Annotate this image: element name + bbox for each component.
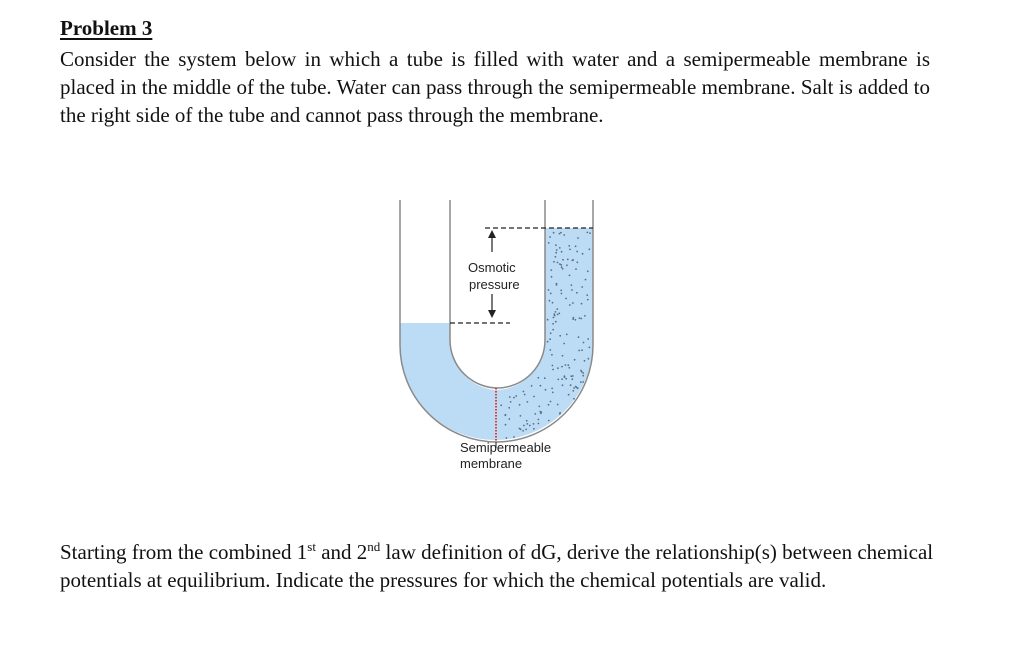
salt-dot	[523, 391, 525, 393]
salt-dot	[566, 334, 568, 336]
salt-dot	[589, 232, 591, 234]
salt-dot	[573, 387, 575, 389]
salt-dot	[529, 425, 531, 427]
osmotic-label-line2: pressure	[469, 277, 520, 292]
salt-dot	[565, 378, 567, 380]
salt-dot	[576, 251, 578, 253]
osmotic-label-line1: Osmotic	[468, 260, 516, 275]
salt-dot	[559, 335, 561, 337]
salt-dot	[563, 234, 565, 236]
salt-dot	[564, 375, 566, 377]
salt-dot	[569, 275, 571, 277]
salt-dot	[586, 232, 588, 234]
salt-dot	[550, 293, 552, 295]
salt-dot	[565, 298, 567, 300]
salt-dot	[557, 314, 559, 316]
salt-dot	[587, 270, 589, 272]
salt-dot	[572, 302, 574, 304]
salt-dot	[552, 302, 554, 304]
question-part2: and 2	[315, 540, 368, 564]
salt-dot	[500, 404, 502, 406]
salt-dot	[572, 375, 574, 377]
salt-dot	[553, 317, 555, 319]
salt-dot	[575, 319, 577, 321]
salt-dot	[549, 300, 551, 302]
u-tube-diagram	[380, 190, 620, 490]
salt-dot	[587, 299, 589, 301]
salt-dot	[547, 319, 549, 321]
salt-dot	[519, 428, 521, 430]
salt-dot	[508, 407, 510, 409]
salt-dot	[551, 388, 553, 390]
salt-dot	[567, 259, 569, 261]
salt-dot	[581, 349, 583, 351]
salt-dot	[548, 242, 550, 244]
salt-dot	[588, 358, 590, 360]
salt-dot	[572, 318, 574, 320]
salt-dot	[580, 381, 582, 383]
salt-dot	[534, 413, 536, 415]
salt-dot	[526, 423, 528, 425]
salt-dot	[508, 418, 510, 420]
salt-dot	[557, 367, 559, 369]
salt-dot	[561, 251, 563, 253]
salt-dot	[537, 377, 539, 379]
salt-dot	[504, 414, 506, 416]
salt-dot	[562, 259, 564, 261]
salt-dot	[548, 420, 550, 422]
salt-dot	[561, 293, 563, 295]
salt-dot	[538, 423, 540, 425]
salt-dot	[510, 401, 512, 403]
salt-dot	[560, 232, 562, 234]
salt-dot	[562, 384, 564, 386]
salt-dot	[569, 249, 571, 251]
salt-dot	[582, 253, 584, 255]
salt-dot	[552, 329, 554, 331]
salt-dot	[557, 262, 559, 264]
question-text	[60, 538, 940, 594]
salt-dot	[584, 315, 586, 317]
salt-dot	[548, 404, 550, 406]
salt-dot	[525, 429, 527, 431]
salt-dot	[552, 323, 554, 325]
question-part3: law definition of dG, derive the relationship(s) between chemical potentials at equilibrium. Indicate the pressures for which the chemical potentials are valid.	[60, 540, 934, 592]
salt-dot	[533, 428, 535, 430]
salt-dot	[571, 378, 573, 380]
salt-dot	[585, 279, 587, 281]
salt-dot	[559, 247, 561, 249]
salt-dot	[574, 359, 576, 361]
salt-dot	[547, 341, 549, 343]
left-water	[400, 323, 495, 440]
salt-dot	[562, 355, 564, 357]
salt-dot	[538, 406, 540, 408]
salt-dot	[571, 289, 573, 291]
salt-dot	[581, 286, 583, 288]
salt-dot	[571, 284, 573, 286]
salt-dot	[575, 245, 577, 247]
salt-dot	[561, 366, 563, 368]
salt-dot	[527, 401, 529, 403]
salt-dot	[550, 401, 552, 403]
salt-dot	[545, 389, 547, 391]
salt-dot	[553, 232, 555, 234]
salt-dot	[553, 261, 555, 263]
salt-dot	[540, 411, 542, 413]
salt-dot	[589, 347, 591, 349]
salt-dot	[538, 419, 540, 421]
salt-dot	[557, 404, 559, 406]
salt-dot	[558, 313, 560, 315]
salt-dot	[555, 252, 557, 254]
question-part1: Starting from the combined 1	[60, 540, 308, 564]
salt-dot	[561, 378, 563, 380]
problem-statement: Consider the system below in which a tube is filled with water and a semipermeable membrane is placed in the middle of the tube. Water can pass through the semipermeable membrane. Salt is added to the right side of the tube and cannot pass through the membrane.	[60, 47, 930, 127]
salt-dot	[523, 425, 525, 427]
salt-dot	[581, 303, 583, 305]
membrane-label-line2: membrane	[460, 456, 523, 471]
salt-dot	[555, 244, 557, 246]
salt-dot	[561, 266, 563, 268]
salt-dot	[566, 264, 568, 266]
salt-dot	[580, 370, 582, 372]
salt-dot	[549, 349, 551, 351]
salt-dot	[551, 276, 553, 278]
salt-dot	[580, 318, 582, 320]
salt-dot	[513, 436, 515, 438]
salt-dot	[506, 437, 508, 439]
salt-dot	[549, 338, 551, 340]
salt-dot	[553, 313, 555, 315]
salt-dot	[582, 381, 584, 383]
osmotic-arrowhead-up	[488, 230, 496, 238]
salt-dot	[584, 360, 586, 362]
salt-dot	[509, 396, 511, 398]
salt-dot	[569, 304, 571, 306]
salt-dot	[568, 394, 570, 396]
salt-dot	[582, 372, 584, 374]
osmotic-arrowhead-down	[488, 310, 496, 318]
salt-dot	[559, 413, 561, 415]
salt-dot	[552, 392, 554, 394]
salt-dot	[555, 256, 557, 258]
salt-dot	[524, 394, 526, 396]
salt-dot	[586, 294, 588, 296]
superscript-nd: nd	[367, 539, 381, 554]
salt-dot	[552, 365, 554, 367]
salt-dot	[576, 387, 578, 389]
problem-title: Problem 3	[60, 16, 153, 40]
salt-dot	[575, 268, 577, 270]
salt-dot	[582, 375, 584, 377]
salt-dot	[549, 236, 551, 238]
salt-dot	[556, 284, 558, 286]
superscript-st: st	[307, 539, 316, 554]
salt-dot	[555, 321, 557, 323]
salt-dot	[572, 259, 574, 261]
salt-dot	[544, 377, 546, 379]
salt-dot	[513, 397, 515, 399]
salt-dot	[583, 342, 585, 344]
salt-dot	[519, 404, 521, 406]
salt-dot	[531, 385, 533, 387]
salt-dot	[576, 261, 578, 263]
salt-dot	[562, 268, 564, 270]
salt-dot	[550, 332, 552, 334]
salt-dot	[540, 385, 542, 387]
salt-dot	[560, 290, 562, 292]
salt-dot	[579, 317, 581, 319]
salt-dot	[572, 390, 574, 392]
salt-dot	[533, 396, 535, 398]
salt-dot	[548, 289, 550, 291]
membrane-label-line1: Semipermeable	[460, 440, 552, 455]
salt-dot	[573, 398, 575, 400]
salt-dot	[520, 415, 522, 417]
salt-dot	[565, 364, 567, 366]
salt-dot	[559, 263, 561, 265]
salt-dot	[578, 336, 580, 338]
salt-dot	[550, 269, 552, 271]
salt-dot	[589, 248, 591, 250]
salt-dot	[587, 338, 589, 340]
salt-dot	[567, 364, 569, 366]
salt-dot	[555, 311, 557, 313]
salt-dot	[515, 395, 517, 397]
salt-dot	[578, 350, 580, 352]
salt-dot	[557, 379, 559, 381]
salt-dot	[568, 367, 570, 369]
salt-dot	[570, 384, 572, 386]
salt-dot	[551, 354, 553, 356]
salt-dot	[563, 343, 565, 345]
salt-dot	[556, 308, 558, 310]
salt-dot	[522, 430, 524, 432]
salt-dot	[533, 423, 535, 425]
salt-dot	[526, 420, 528, 422]
salt-dot	[568, 245, 570, 247]
salt-dot	[505, 424, 507, 426]
salt-dot	[556, 249, 558, 251]
salt-dot	[552, 369, 554, 371]
salt-dot	[577, 237, 579, 239]
salt-dot	[576, 292, 578, 294]
